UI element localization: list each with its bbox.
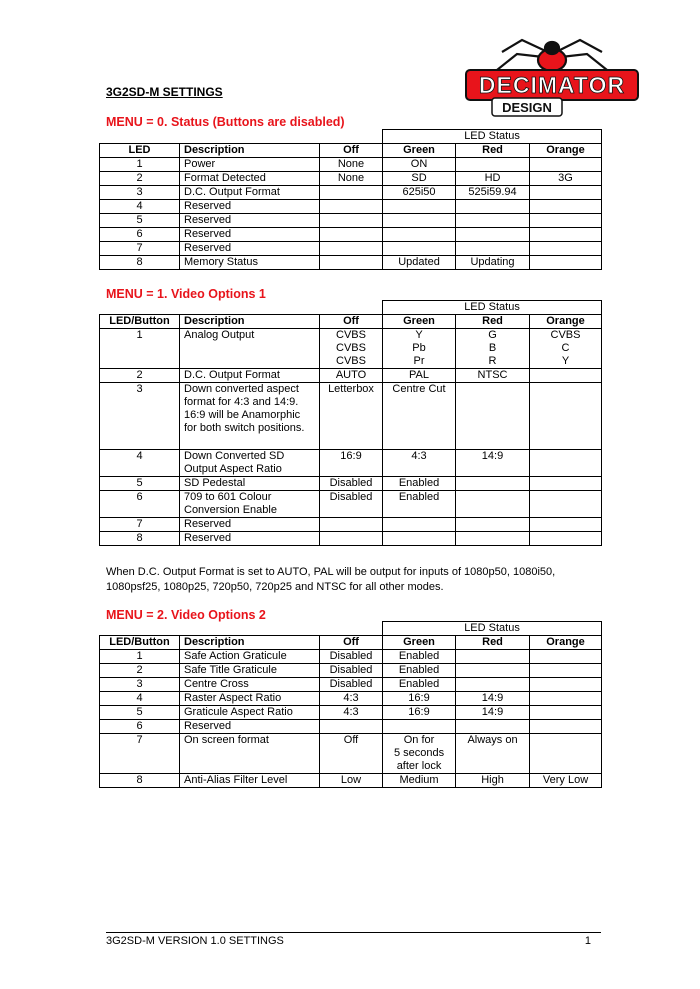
table-cell: CVBS C Y [530,329,602,369]
table-cell [530,450,602,477]
logo-sub-text: DESIGN [502,100,552,115]
table-cell: Very Low [530,774,602,788]
table-cell: 625i50 [383,186,456,200]
table-cell [456,477,530,491]
table-cell: Analog Output [180,329,320,369]
table-row [100,664,602,678]
table-cell [530,678,602,692]
table-cell: On screen format [180,734,320,774]
table-row [100,214,602,228]
table-cell: G B R [456,329,530,369]
table-cell: Power [180,158,320,172]
menu-title: MENU = 1. Video Options 1 [106,287,266,301]
table-cell [456,158,530,172]
table-cell [530,734,602,774]
table-cell: Letterbox [320,383,383,450]
table-cell [530,706,602,720]
table-cell: 6 [100,491,180,518]
table-cell: Reserved [180,228,320,242]
table-row [100,158,602,172]
table-row [100,172,602,186]
table-cell [456,532,530,546]
table-cell: Always on [456,734,530,774]
table-cell: 16:9 [383,706,456,720]
table-cell [530,518,602,532]
table-cell: 6 [100,720,180,734]
led-status-group-header: LED Status [383,301,602,315]
table-cell: 16:9 [383,692,456,706]
column-header: Red [456,315,530,329]
table-cell: ON [383,158,456,172]
table-cell: 8 [100,774,180,788]
table-row [100,369,602,383]
table-row [100,532,602,546]
table-cell [530,369,602,383]
table-cell: 4:3 [383,450,456,477]
table-cell [320,200,383,214]
column-header: Description [180,636,320,650]
table-cell: Disabled [320,491,383,518]
table-cell: 7 [100,518,180,532]
table-row [100,518,602,532]
table-cell: 3G [530,172,602,186]
column-header: LED/Button [100,315,180,329]
column-header: Red [456,636,530,650]
table-cell: HD [456,172,530,186]
table-cell: Updating [456,256,530,270]
column-header: LED/Button [100,636,180,650]
table-cell [320,214,383,228]
table-cell: PAL [383,369,456,383]
table-cell [530,650,602,664]
table-cell [320,256,383,270]
table-cell [530,532,602,546]
column-header: Off [320,144,383,158]
table-cell: 3 [100,383,180,450]
table-cell: 5 [100,477,180,491]
table-cell: Disabled [320,477,383,491]
column-header: Off [320,636,383,650]
table-cell: 16:9 [320,450,383,477]
table-row [100,383,602,450]
table-cell [383,532,456,546]
table-cell: Y Pb Pr [383,329,456,369]
spider-icon [492,40,612,74]
table-cell: Off [320,734,383,774]
column-header: Description [180,144,320,158]
table-cell [530,228,602,242]
table-cell: Anti-Alias Filter Level [180,774,320,788]
table-cell: Format Detected [180,172,320,186]
table-cell: Enabled [383,664,456,678]
table-cell [456,491,530,518]
led-status-table [99,300,602,546]
led-status-table [99,621,602,788]
table-cell [456,678,530,692]
table-row [100,706,602,720]
table-cell: Centre Cut [383,383,456,450]
table-cell [383,214,456,228]
table-cell: High [456,774,530,788]
document-title: 3G2SD-M SETTINGS [106,85,223,99]
table-cell: AUTO [320,369,383,383]
table-row [100,329,602,369]
table-cell: Medium [383,774,456,788]
table-cell [456,720,530,734]
table-cell: Safe Title Graticule [180,664,320,678]
table-cell: Centre Cross [180,678,320,692]
table-cell [456,518,530,532]
led-status-group-header: LED Status [383,622,602,636]
table-cell: None [320,158,383,172]
column-header: Green [383,636,456,650]
table-cell: 525i59.94 [456,186,530,200]
table-cell: Down Converted SD Output Aspect Ratio [180,450,320,477]
table-cell: Reserved [180,214,320,228]
table-cell: 7 [100,734,180,774]
table-cell [456,200,530,214]
led-status-table [99,129,602,270]
table-cell [456,214,530,228]
table-cell [530,186,602,200]
table-row [100,692,602,706]
table-row [100,678,602,692]
table-cell: Safe Action Graticule [180,650,320,664]
table-cell [456,228,530,242]
table-cell: Reserved [180,532,320,546]
table-cell: 8 [100,532,180,546]
table-cell: 4:3 [320,692,383,706]
table-cell: Disabled [320,650,383,664]
table-cell: 7 [100,242,180,256]
column-header: Red [456,144,530,158]
table-row [100,774,602,788]
table-cell: Raster Aspect Ratio [180,692,320,706]
table-cell: Enabled [383,477,456,491]
table-cell [456,650,530,664]
table-cell: 6 [100,228,180,242]
table-cell: SD Pedestal [180,477,320,491]
page-number: 1 [584,935,591,947]
table-cell: Reserved [180,242,320,256]
table-cell [530,477,602,491]
table-cell [383,242,456,256]
table-cell [320,186,383,200]
table-cell [383,518,456,532]
table-cell: 4 [100,200,180,214]
table-cell [383,228,456,242]
table-cell: NTSC [456,369,530,383]
column-header: Green [383,144,456,158]
table-row [100,450,602,477]
table-cell [530,692,602,706]
note-paragraph: When D.C. Output Format is set to AUTO, PAL will be output for inputs of 1080p50, 1080i50, 1080psf25, 1080p25, 720p50, 720p25 and NTSC for all other modes. [106,566,556,593]
table-cell: 1 [100,650,180,664]
table-cell [530,383,602,450]
table-cell: None [320,172,383,186]
led-status-group-header: LED Status [383,130,602,144]
table-cell [530,491,602,518]
table-cell: Disabled [320,678,383,692]
table-cell [320,228,383,242]
table-row [100,186,602,200]
table-cell: Down converted aspect format for 4:3 and 14:9. 16:9 will be Anamorphic for both switch positions. [180,383,320,450]
table-cell: 2 [100,172,180,186]
table-cell [530,158,602,172]
table-row [100,734,602,774]
table-row [100,491,602,518]
table-cell: Graticule Aspect Ratio [180,706,320,720]
table-cell: Reserved [180,518,320,532]
table-cell [320,518,383,532]
table-cell: 3 [100,186,180,200]
table-row [100,477,602,491]
table-row [100,720,602,734]
column-header: Orange [530,144,602,158]
table-cell [383,200,456,214]
menu-title: MENU = 2. Video Options 2 [106,608,266,622]
table-cell: Enabled [383,650,456,664]
table-cell [383,720,456,734]
page-footer [106,932,601,947]
menu-title: MENU = 0. Status (Buttons are disabled) [106,115,345,129]
table-cell [530,720,602,734]
column-header: Green [383,315,456,329]
table-cell [530,242,602,256]
table-cell: 5 [100,706,180,720]
table-cell: CVBS CVBS CVBS [320,329,383,369]
table-cell [530,664,602,678]
table-cell: 2 [100,664,180,678]
table-cell [456,242,530,256]
table-cell: SD [383,172,456,186]
table-cell: Enabled [383,491,456,518]
table-cell: Updated [383,256,456,270]
table-cell [456,383,530,450]
table-cell: 1 [100,158,180,172]
column-header: Orange [530,636,602,650]
table-cell: Low [320,774,383,788]
column-header: Orange [530,315,602,329]
table-cell [456,664,530,678]
table-cell [320,242,383,256]
table-cell: Enabled [383,678,456,692]
table-row [100,256,602,270]
table-cell: 14:9 [456,692,530,706]
table-row [100,228,602,242]
table-cell: 2 [100,369,180,383]
decimator-logo [462,34,642,118]
footer-title: 3G2SD-M VERSION 1.0 SETTINGS [106,935,284,947]
table-row [100,650,602,664]
table-row [100,200,602,214]
table-cell: 4 [100,450,180,477]
table-cell [530,256,602,270]
table-cell: Memory Status [180,256,320,270]
table-cell: 5 [100,214,180,228]
table-cell: 8 [100,256,180,270]
table-cell: Reserved [180,200,320,214]
table-cell [530,200,602,214]
column-header: Description [180,315,320,329]
table-cell: Disabled [320,664,383,678]
table-cell: D.C. Output Format [180,369,320,383]
table-cell: 4 [100,692,180,706]
logo-brand-text: DECIMATOR [478,72,626,98]
table-row [100,242,602,256]
table-cell [530,214,602,228]
table-cell: 14:9 [456,706,530,720]
table-cell [320,720,383,734]
table-cell: 1 [100,329,180,369]
table-cell: 4:3 [320,706,383,720]
table-cell [320,532,383,546]
table-cell: 14:9 [456,450,530,477]
column-header: Off [320,315,383,329]
table-cell: D.C. Output Format [180,186,320,200]
column-header: LED [100,144,180,158]
table-cell: Reserved [180,720,320,734]
table-cell: On for 5 seconds after lock [383,734,456,774]
table-cell: 3 [100,678,180,692]
table-cell: 709 to 601 Colour Conversion Enable [180,491,320,518]
